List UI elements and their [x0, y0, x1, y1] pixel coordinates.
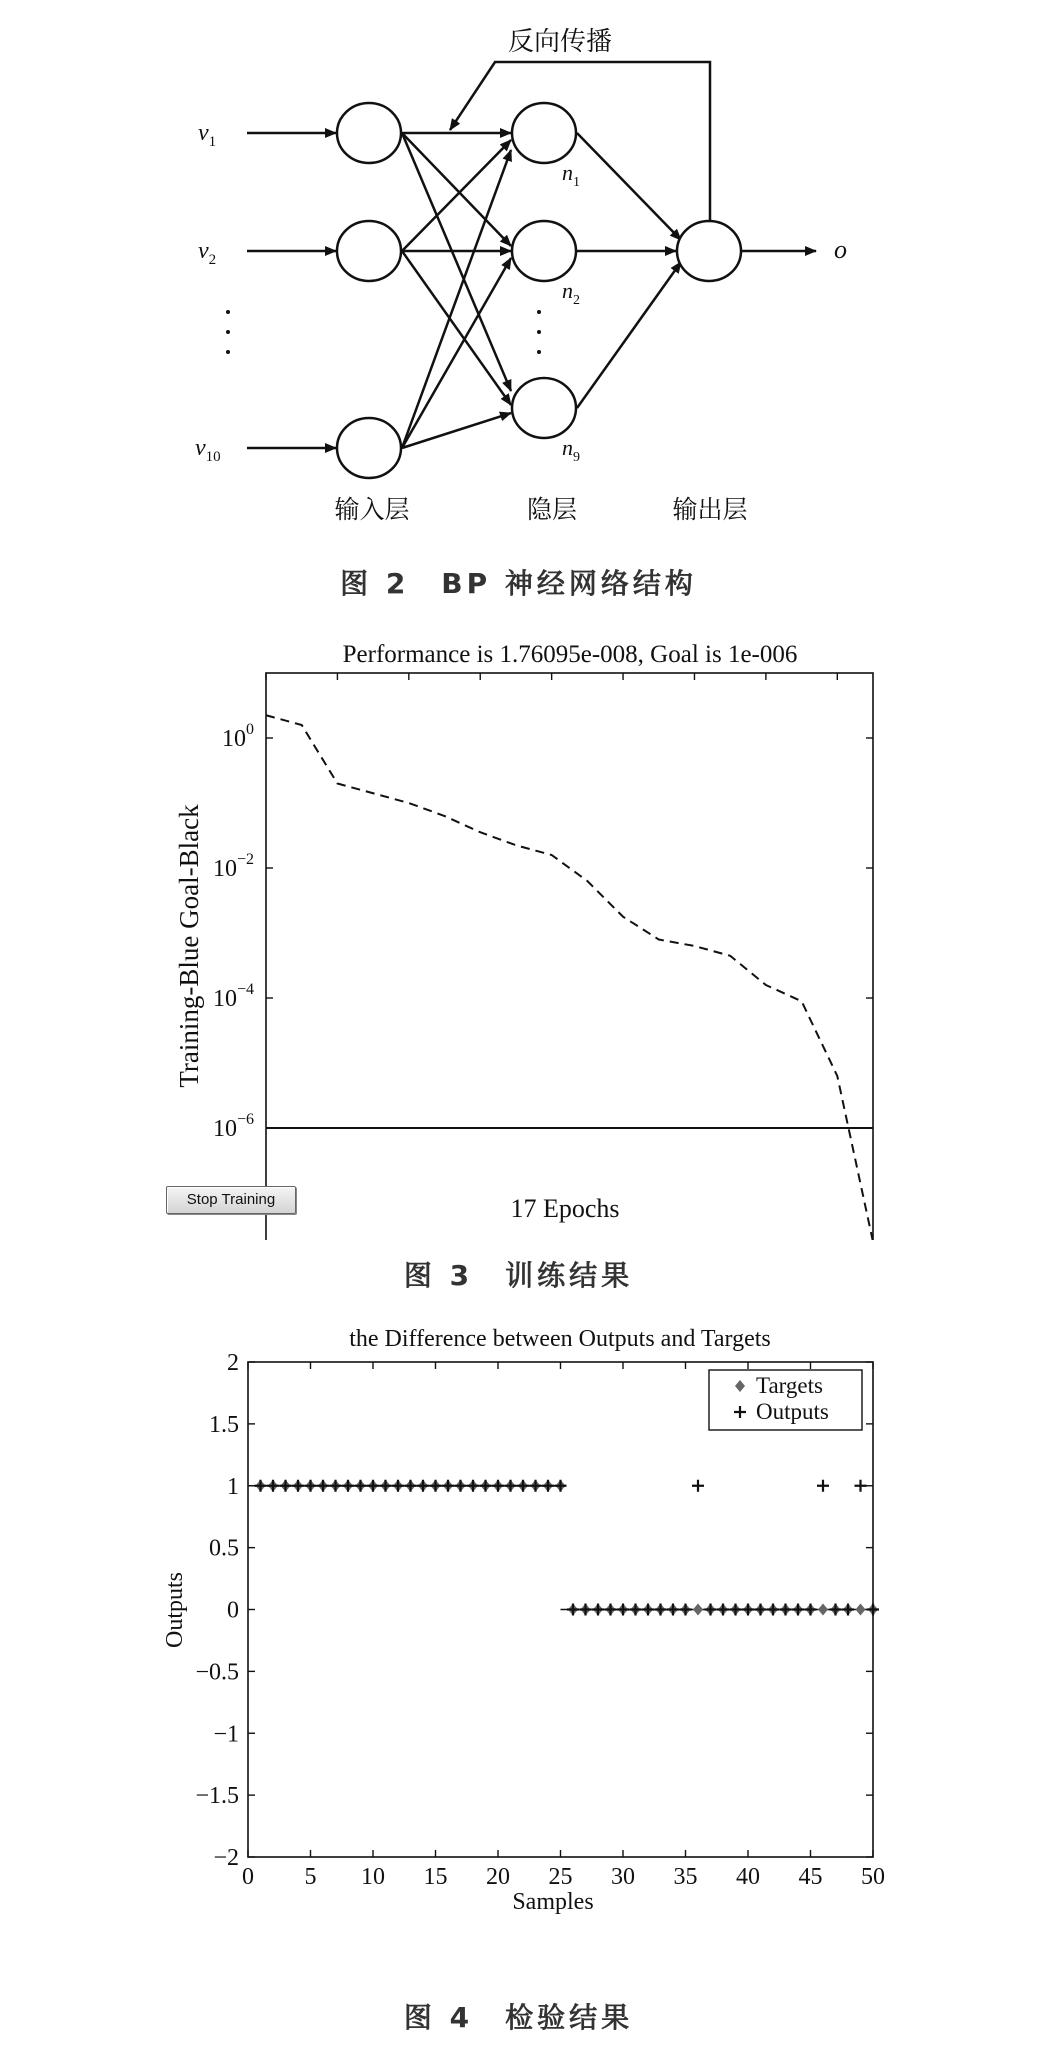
chart2-output-point — [730, 1604, 742, 1616]
chart2-output-point — [817, 1480, 829, 1492]
chart2-ytick-3 — [209, 1536, 873, 1562]
svg-text:15: 15 — [423, 1864, 448, 1890]
chart2-output-point — [305, 1480, 317, 1492]
training-performance-chart — [0, 620, 1037, 1240]
chart1-xtick-12 — [682, 673, 706, 1240]
chart2-ytick-6 — [213, 1721, 873, 1747]
chart1-ytick--6 — [213, 1111, 873, 1142]
chart2-output-point — [455, 1480, 467, 1492]
svg-text:Samples: Samples — [512, 1889, 594, 1915]
chart2-xtick-20 — [486, 1362, 510, 1890]
svg-text:Outputs: Outputs — [756, 1399, 829, 1424]
svg-text:v2: $v_2$ — [198, 238, 217, 268]
chart2-output-point — [367, 1480, 379, 1492]
chart2-xtick-30 — [611, 1362, 635, 1890]
chart1-plot-frame — [266, 673, 873, 1240]
svg-text:−1: −1 — [213, 1721, 239, 1748]
chart2-output-point — [642, 1604, 654, 1616]
svg-text:−2: −2 — [213, 1845, 239, 1871]
chart2-ylabel — [162, 1572, 188, 1648]
hidden-label-n9 — [562, 435, 580, 465]
chart1-xtick-4 — [403, 673, 415, 1240]
chart2-output-point — [830, 1604, 842, 1616]
chart2-output-point — [592, 1604, 604, 1616]
chart2-output-point — [780, 1604, 792, 1616]
chart2-output-point — [267, 1480, 279, 1492]
chart2-output-point — [555, 1480, 567, 1492]
svg-text:n1: $n_1$ — [562, 160, 580, 190]
svg-text:v10: $v_{10}$ — [195, 435, 221, 465]
svg-text:隐层: 隐层 — [526, 497, 578, 524]
fig3-caption: 图 3 训练结果 — [403, 1259, 634, 1292]
svg-text:0.5: 0.5 — [209, 1535, 239, 1562]
hidden-label-n1 — [562, 160, 580, 190]
chart1-series-training — [266, 715, 873, 1240]
chart2-output-point — [442, 1480, 454, 1492]
chart2-output-point — [417, 1480, 429, 1492]
svg-text:−0.5: −0.5 — [195, 1659, 239, 1686]
svg-text:o: o — [834, 235, 847, 264]
chart2-output-point — [480, 1480, 492, 1492]
chart2-output-point — [755, 1604, 767, 1616]
svg-text:1: 1 — [227, 1473, 239, 1500]
chart1-xtick-8 — [546, 673, 558, 1240]
svg-text:45: 45 — [798, 1864, 823, 1890]
chart2-output-point — [692, 1480, 704, 1492]
svg-text:输入层: 输入层 — [334, 497, 410, 524]
chart2-output-point — [630, 1604, 642, 1616]
chart2-target-point — [856, 1604, 866, 1616]
chart2-ytick-7 — [195, 1783, 873, 1809]
chart2-output-point — [430, 1480, 442, 1492]
chart2-output-point — [655, 1604, 667, 1616]
input-label-v2 — [198, 238, 216, 268]
chart2-output-point — [842, 1604, 854, 1616]
input-label-v1 — [198, 120, 216, 150]
fig4-caption: 图 4 检验结果 — [403, 2001, 634, 2034]
svg-text:Targets: Targets — [756, 1373, 823, 1398]
svg-text:40: 40 — [736, 1864, 760, 1890]
bp-network-diagram — [0, 0, 1037, 560]
chart2-target-point — [818, 1604, 828, 1616]
chart2-output-point — [680, 1604, 692, 1616]
chart2-xlabel — [512, 1889, 593, 1915]
svg-text:Training-Blue Goal-Black: Training-Blue Goal-Black — [174, 804, 204, 1088]
output-label-o — [834, 235, 847, 264]
chart2-output-point — [467, 1480, 479, 1492]
chart2-output-point — [380, 1480, 392, 1492]
stop-training-button[interactable]: Stop Training — [166, 1186, 296, 1214]
svg-text:10−4: $10^{-4}$ — [212, 981, 254, 1012]
layer-label-input — [334, 496, 409, 524]
chart2-output-point — [355, 1480, 367, 1492]
chart2-output-point — [317, 1480, 329, 1492]
chart2-xtick-25 — [549, 1362, 573, 1890]
chart2-output-point — [492, 1480, 504, 1492]
chart2-target-point — [693, 1604, 703, 1616]
chart2-output-point — [742, 1604, 754, 1616]
svg-text:5: 5 — [304, 1864, 317, 1890]
layer-label-output — [672, 496, 747, 524]
input-label-v10 — [195, 435, 221, 465]
chart2-output-point — [330, 1480, 342, 1492]
chart2-xtick-10 — [361, 1362, 385, 1890]
svg-text:2: 2 — [227, 1350, 239, 1376]
svg-text:输出层: 输出层 — [672, 497, 748, 524]
chart2-xtick-35 — [674, 1362, 698, 1890]
svg-text:反向传播: 反向传播 — [507, 27, 613, 56]
svg-text:10−2: $10^{-2}$ — [212, 851, 254, 882]
outputs-vs-targets-chart — [0, 1310, 1037, 1930]
svg-text:100: $10^0$ — [222, 721, 254, 752]
svg-text:25: 25 — [548, 1864, 573, 1890]
svg-text:−1.5: −1.5 — [195, 1783, 239, 1810]
chart2-output-point — [530, 1480, 542, 1492]
chart2-output-point — [280, 1480, 292, 1492]
chart1-ytick--4 — [213, 981, 873, 1012]
chart1-xtick-10 — [611, 673, 635, 1240]
chart2-xtick-15 — [424, 1362, 448, 1890]
chart1-xlabel — [510, 1194, 619, 1223]
chart2-output-point — [717, 1604, 729, 1616]
svg-text:n2: $n_2$ — [562, 278, 580, 308]
svg-text:10: 10 — [361, 1864, 385, 1890]
svg-text:Outputs: Outputs — [162, 1571, 188, 1649]
chart2-output-point — [667, 1604, 679, 1616]
chart1-ylabel — [174, 804, 204, 1088]
input-neuron-1 — [337, 103, 401, 163]
chart2-output-point — [517, 1480, 529, 1492]
svg-text:50: 50 — [861, 1864, 885, 1890]
svg-text:35: 35 — [673, 1864, 698, 1890]
output-neuron — [677, 221, 741, 281]
chart2-xtick-40 — [736, 1362, 760, 1890]
svg-text:v1: $v_1$ — [198, 120, 217, 150]
chart2-output-point — [855, 1480, 867, 1492]
svg-text:1.5: 1.5 — [209, 1411, 239, 1438]
chart2-xtick-45 — [799, 1362, 823, 1890]
hidden-neuron-9 — [512, 378, 576, 438]
svg-text:20: 20 — [486, 1864, 510, 1890]
chart1-title — [343, 641, 798, 668]
layer-label-hidden — [527, 496, 577, 524]
svg-text:10−6: $10^{-6}$ — [212, 1111, 254, 1142]
svg-text:Performance is 1.76095e-008, G: Performance is 1.76095e-008, Goal is 1e-006 — [342, 641, 798, 668]
hidden-neuron-2 — [512, 221, 576, 281]
chart2-ytick-5 — [195, 1659, 873, 1685]
chart2-legend — [709, 1370, 862, 1430]
chart1-xtick-14 — [754, 673, 778, 1240]
chart1-xtick-2 — [331, 673, 343, 1240]
chart2-output-point — [567, 1604, 579, 1616]
chart1-xtick-6 — [474, 673, 486, 1240]
chart2-output-point — [392, 1480, 404, 1492]
svg-text:0: 0 — [227, 1597, 239, 1624]
chart2-output-point — [805, 1604, 817, 1616]
hidden-neuron-1 — [512, 103, 576, 163]
chart2-output-point — [580, 1604, 592, 1616]
chart2-output-point — [792, 1604, 804, 1616]
svg-text:0: 0 — [242, 1864, 254, 1890]
chart2-output-point — [767, 1604, 779, 1616]
input-neuron-2 — [337, 221, 401, 281]
chart2-output-point — [255, 1480, 267, 1492]
weight-connections — [402, 62, 816, 448]
chart2-output-point — [542, 1480, 554, 1492]
fig2-caption: 图 2 BP 神经网络结构 — [340, 567, 697, 600]
chart1-xtick-16 — [825, 673, 849, 1240]
chart1-ytick-0 — [222, 721, 873, 752]
chart2-output-point — [405, 1480, 417, 1492]
chart2-output-point — [617, 1604, 629, 1616]
chart2-output-point — [605, 1604, 617, 1616]
svg-text:n9: $n_9$ — [562, 435, 580, 465]
input-neuron-10 — [337, 418, 401, 478]
chart2-output-point — [867, 1604, 879, 1616]
backprop-label — [508, 27, 612, 56]
chart2-output-point — [705, 1604, 717, 1616]
chart2-xtick-5 — [305, 1362, 317, 1890]
chart2-output-point — [342, 1480, 354, 1492]
hidden-label-n2 — [562, 278, 580, 308]
chart2-output-point — [505, 1480, 517, 1492]
chart1-ytick--2 — [213, 851, 873, 882]
svg-text:17 Epochs: 17 Epochs — [510, 1194, 620, 1223]
chart2-title — [349, 1326, 771, 1352]
svg-text:the Difference between Outputs: the Difference between Outputs and Targets — [349, 1326, 771, 1352]
chart2-output-point — [292, 1480, 304, 1492]
svg-text:30: 30 — [611, 1864, 635, 1890]
